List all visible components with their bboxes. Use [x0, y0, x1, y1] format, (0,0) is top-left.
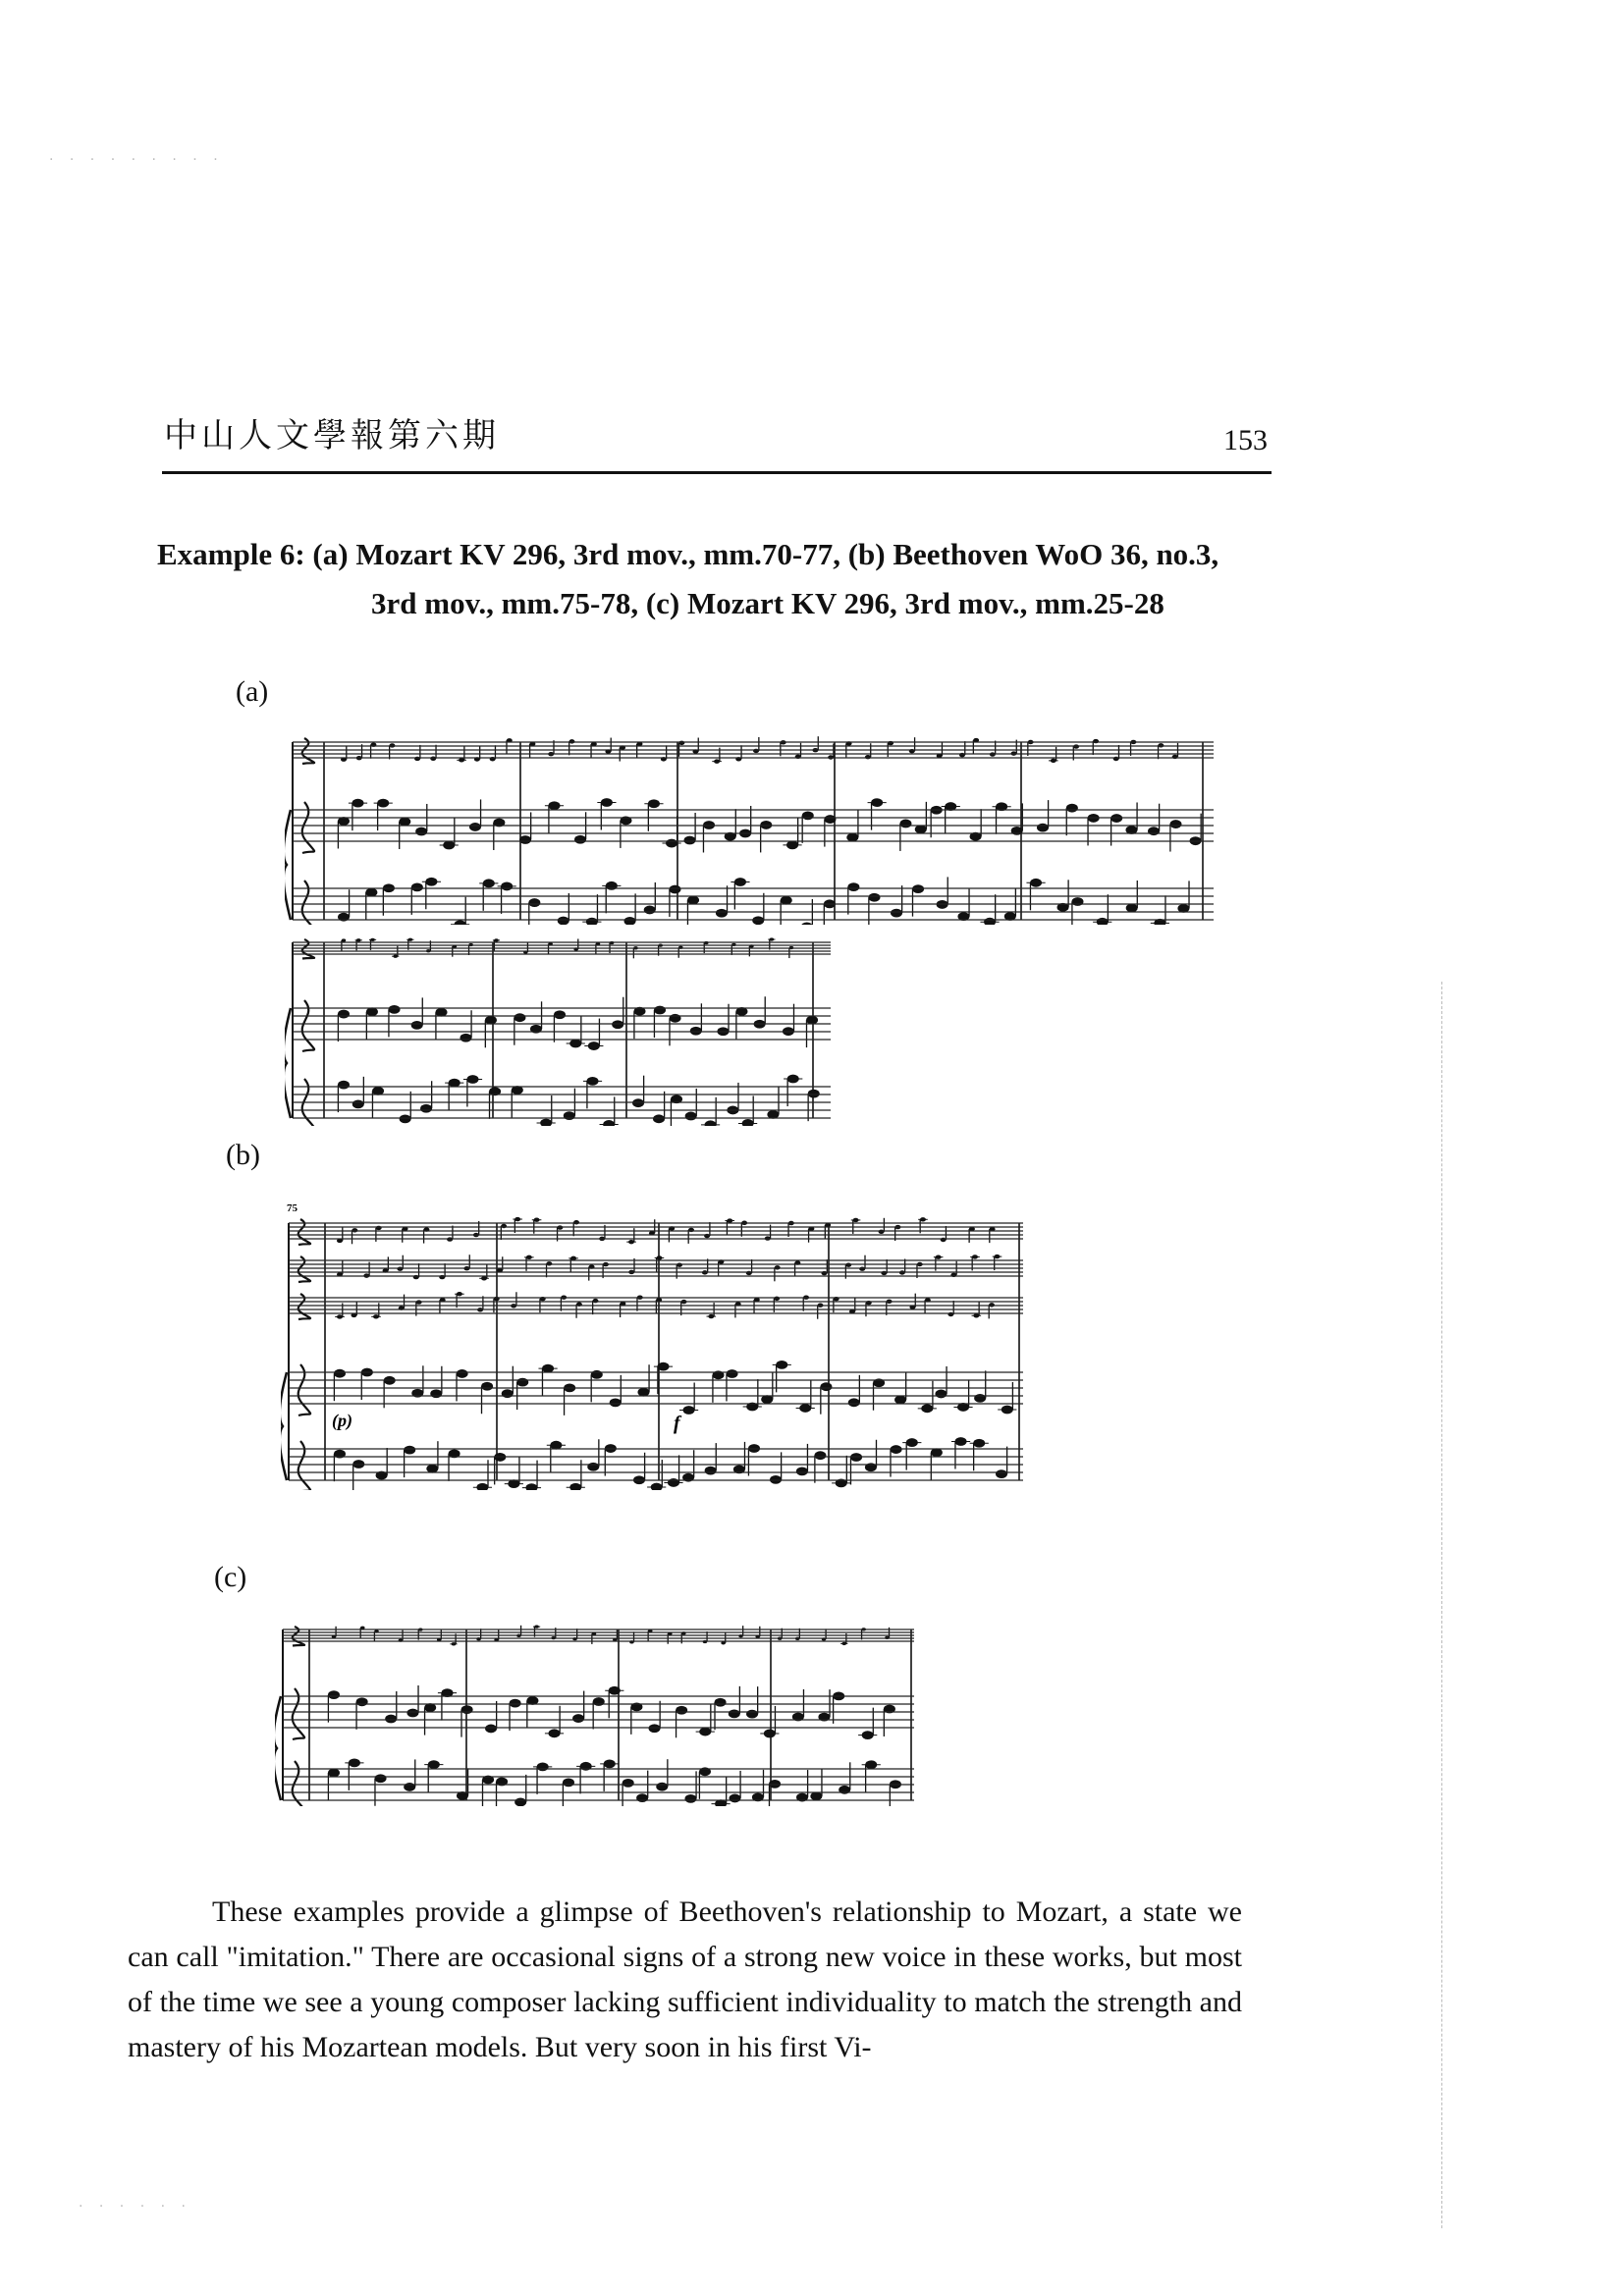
- page-header: [162, 400, 1272, 474]
- journal-title: 中山人文學報第六期: [164, 416, 500, 455]
- score-example-a-system-2: [285, 925, 835, 1126]
- body-paragraph: These examples provide a glimpse of Beethoven's relationship to Mozart, a state we can call "imitation." There are occasional signs of a strong new voice in these works, but most of the time we see a young composer lacking sufficient individuality to match the strength and mastery of his Mozartean models. But very soon in his first Vi-: [128, 1896, 1242, 2063]
- example-c-label: (c): [214, 1561, 247, 1593]
- dynamic-marking-f: f: [674, 1413, 680, 1434]
- scan-artifact-top: · · · · · · · · ·: [49, 152, 224, 168]
- example-b-label: (b): [226, 1139, 260, 1171]
- dynamic-marking-p: (p): [332, 1411, 352, 1430]
- score-example-b: [281, 1196, 1027, 1490]
- example-a-label: (a): [236, 675, 269, 708]
- caption-line-1: Example 6: (a) Mozart KV 296, 3rd mov., mm.70-77, (b) Beethoven WoO 36, no.3,: [157, 537, 1219, 571]
- page-number: 153: [1223, 424, 1268, 456]
- score-example-c: [275, 1600, 918, 1806]
- body-text: [128, 1890, 1242, 2070]
- example-caption: [157, 530, 1286, 628]
- scan-artifact-edge: [1441, 982, 1442, 2228]
- scan-artifact-bottom: · · · · · ·: [79, 2199, 191, 2215]
- measure-number-75: 75: [287, 1202, 298, 1214]
- score-example-a-system-1: [285, 717, 1218, 925]
- caption-line-2: 3rd mov., mm.75-78, (c) Mozart KV 296, 3rd mov., mm.25-28: [371, 586, 1164, 620]
